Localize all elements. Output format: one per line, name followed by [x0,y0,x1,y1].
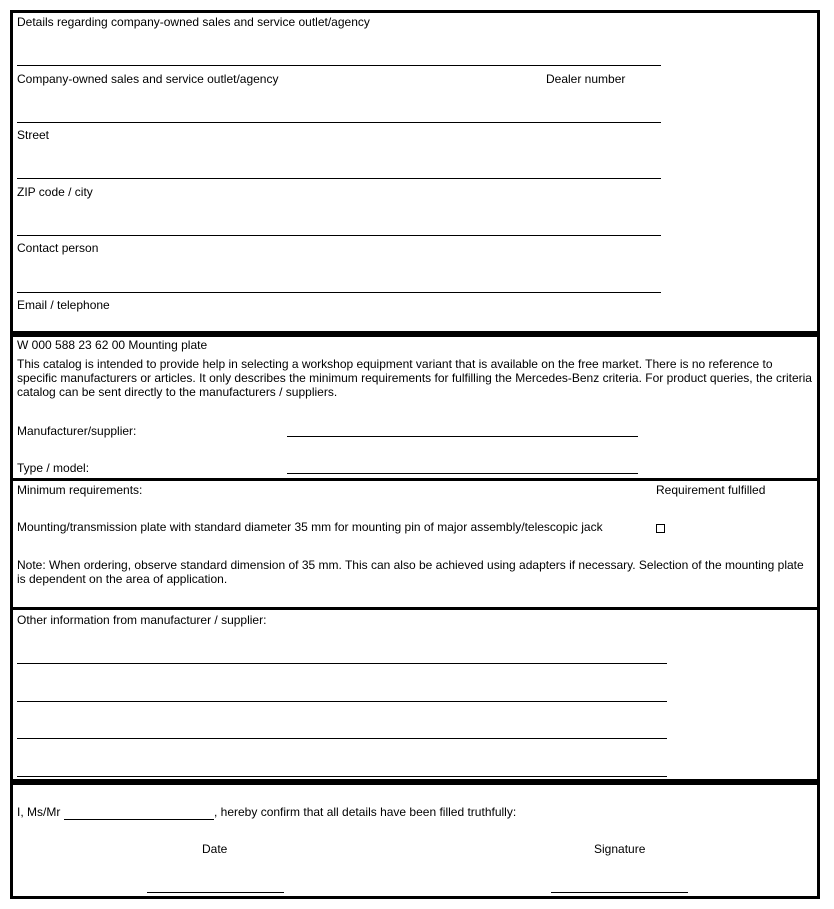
date-label: Date [202,842,228,856]
confirm-prefix: I, Ms/Mr [17,805,61,819]
outlet-name-field[interactable] [17,49,661,66]
outlet-section-heading: Details regarding company-owned sales and service outlet/agency [17,15,370,29]
date-field[interactable] [147,876,284,893]
zip-city-field[interactable] [17,162,661,179]
requirements-section [10,478,820,610]
other-info-line-3[interactable] [17,722,667,739]
name-field[interactable] [64,803,214,820]
requirement-fulfilled-checkbox[interactable] [656,524,665,533]
outlet-name-label: Company-owned sales and service outlet/agency [17,72,279,86]
dealer-number-label: Dealer number [546,72,626,86]
type-model-label: Type / model: [17,461,90,475]
type-model-field[interactable] [287,457,638,474]
contact-person-field[interactable] [17,219,661,236]
requirements-heading: Minimum requirements: [17,483,143,497]
requirements-note: Note: When ordering, observe standard dimension of 35 mm. This can also be achieved using adapters if necessary. Selection of the mounting plate is dependent on the area of application. [17,558,804,586]
confirmation-section [10,782,820,899]
product-title: W 000 588 23 62 00 Mounting plate [17,338,208,352]
manufacturer-field[interactable] [287,420,638,437]
signature-label: Signature [594,842,646,856]
other-info-line-4[interactable] [17,760,667,777]
requirement-fulfilled-heading: Requirement fulfilled [656,483,766,497]
manufacturer-label: Manufacturer/supplier: [17,424,137,438]
contact-person-label: Contact person [17,241,99,255]
street-label: Street [17,128,50,142]
email-telephone-label: Email / telephone [17,298,110,312]
other-info-line-2[interactable] [17,685,667,702]
other-info-heading: Other information from manufacturer / supplier: [17,613,267,627]
street-field[interactable] [17,106,661,123]
signature-field[interactable] [551,876,688,893]
requirement-item: Mounting/transmission plate with standard diameter 35 mm for mounting pin of major assembly/telescopic jack [17,520,603,534]
email-telephone-field[interactable] [17,276,661,293]
other-info-line-1[interactable] [17,647,667,664]
product-description: This catalog is intended to provide help in selecting a workshop equipment variant that is available on the free market. There is no reference to specific manufacturers or articles. It only describes the minimum requirements for fulfilling the Mercedes-Benz criteria. For product queries, the criteria catalog can be sent directly to the manufacturers / suppliers. [17,357,812,399]
confirm-suffix: , hereby confirm that all details have been filled truthfully: [214,805,517,819]
zip-city-label: ZIP code / city [17,185,93,199]
